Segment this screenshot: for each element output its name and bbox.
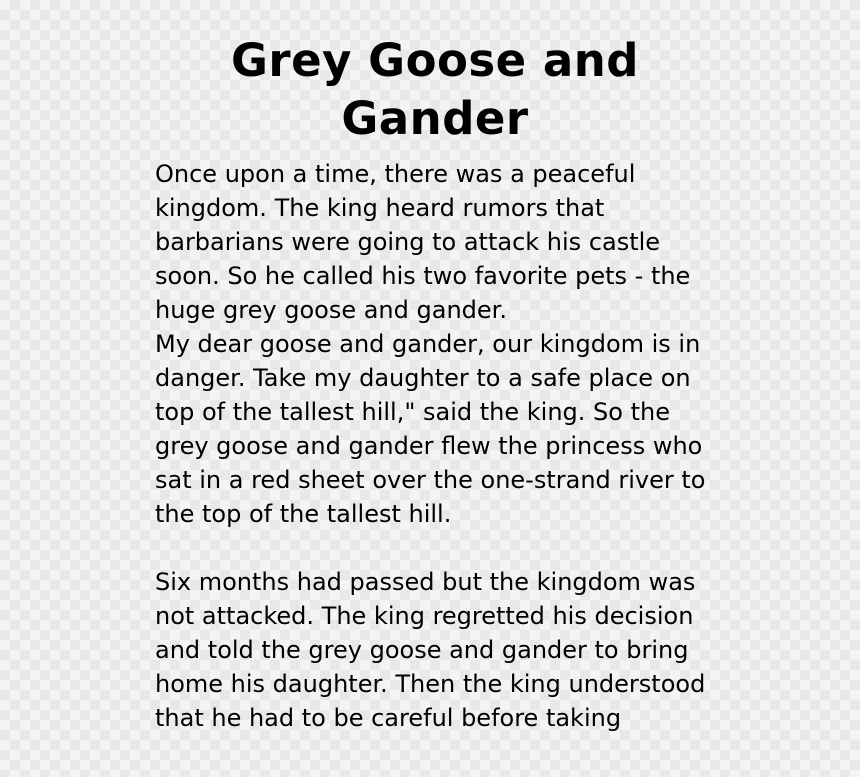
text-line: huge grey goose and gander.	[155, 296, 507, 324]
text-line: the top of the tallest hill.	[155, 500, 452, 528]
paragraph-2	[155, 565, 715, 735]
paragraph-1	[155, 157, 715, 531]
text-line: top of the tallest hill," said the king. So the	[155, 398, 670, 426]
paragraph-gap	[155, 531, 715, 565]
text-line: kingdom. The king heard rumors that	[155, 194, 605, 222]
title-line-2: Gander	[341, 92, 529, 145]
text-line: soon. So he called his two favorite pets - the	[155, 262, 691, 290]
text-line: Once upon a time, there was a peaceful	[155, 160, 636, 188]
text-line: My dear goose and gander, our kingdom is in	[155, 330, 701, 358]
story-title	[155, 32, 715, 148]
text-line: grey goose and gander flew the princess who	[155, 432, 703, 460]
text-line: barbarians were going to attack his castle	[155, 228, 661, 256]
text-line: home his daughter. Then the king understood	[155, 670, 706, 698]
title-line-1: Grey Goose and	[230, 34, 639, 87]
text-line: and told the grey goose and gander to bring	[155, 636, 689, 664]
text-line: Six months had passed but the kingdom was	[155, 568, 696, 596]
text-line: danger. Take my daughter to a safe place on	[155, 364, 691, 392]
story-body	[155, 157, 715, 735]
text-line: that he had to be careful before taking	[155, 704, 622, 732]
text-line: sat in a red sheet over the one-strand river to	[155, 466, 706, 494]
text-line: not attacked. The king regretted his decision	[155, 602, 694, 630]
story-document	[155, 32, 715, 735]
